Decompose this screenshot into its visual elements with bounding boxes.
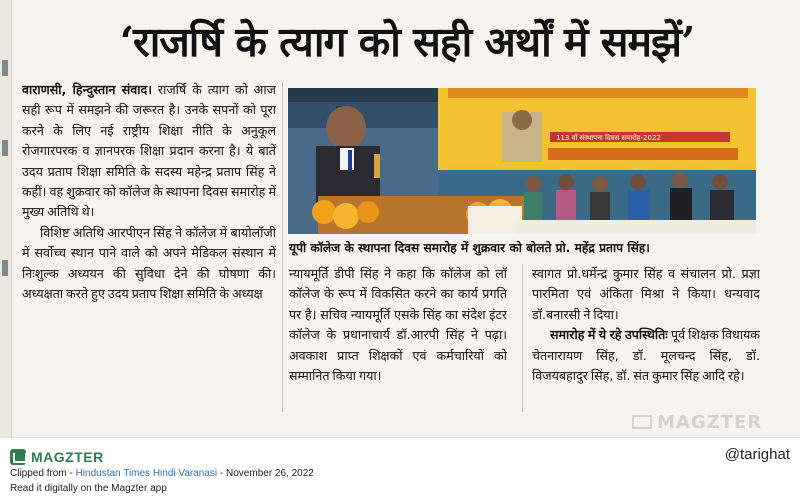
- clipping-left-edge: [0, 0, 12, 437]
- dateline: वाराणसी, हिन्दुस्तान संवाद।: [22, 82, 153, 97]
- paragraph-text: पूर्व शिक्षक विधायक चेतनारायण सिंह, डॉ. मूलचन्द सिंह, डॉ. विजयबहादुर सिंह, डॉ. संत कुमार सिंह आदि रहे।: [532, 327, 760, 384]
- column-divider: [282, 82, 283, 412]
- article-column-1: [22, 80, 276, 412]
- subheading: समारोह में ये रहे उपस्थितिः: [550, 327, 668, 343]
- article-column-3: [532, 264, 760, 414]
- article-headline: ‘राजर्षि के त्याग को सही अर्थों में समझें’: [119, 18, 695, 66]
- magzter-brand-link[interactable]: [10, 447, 104, 467]
- event-photo-illustration: [288, 88, 756, 234]
- banner-text: 113 वाँ संस्थापना दिवस समारोह-2022: [556, 134, 661, 142]
- article-column-2: [289, 264, 507, 414]
- magzter-logo-icon: [10, 449, 26, 465]
- read-digitally-text: Read it digitally on the Magzter app: [10, 483, 167, 494]
- paragraph-text: न्यायमूर्ति डीपी सिंह ने कहा कि कॉलेज को लॉ कॉलेज के रूप में विकसित करने का कार्य प्रगति पर है। सचिव न्यायमूर्ति एसके सिंह का संदेश इंटर कॉलेज के प्रधानाचार्य डॉ.आरपी सिंह ने पढ़ा। अवकाश प्राप्त शिक्षकों एवं कर्मचारियों को सम्मानित किया गया।: [289, 266, 507, 384]
- magzter-watermark: MAGZTER: [632, 412, 792, 432]
- paragraph-text: राजर्षि के त्याग को आज सही रूप में समझने की जरूरत है। उनके सपनों को पूरा करने के लिए नई राष्ट्रीय शिक्षा नीति के अनुकूल रोजगारपरक व ज्ञानपरक शिक्षा प्रदान करना है। ये बातें उदय प्रताप शिक्षा समिति के सदस्य महेन्द्र प्रताप सिंह ने कहीं। वह शुक्रवार को कॉलेज के स्थापना दिवस समारोह में मुख्य अतिथि थे।: [22, 82, 276, 220]
- photo-caption: यूपी कॉलेज के स्थापना दिवस समारोह में शुक्रवार को बोलते प्रो. महेंद्र प्रताप सिंह।: [289, 241, 650, 255]
- clip-date: - November 26, 2022: [217, 468, 314, 479]
- publication-link[interactable]: Hindustan Times Hindi Varanasi: [75, 468, 218, 479]
- paragraph-text: स्वागत प्रो.धर्मेन्द्र कुमार सिंह व संचालन प्रो. प्रज्ञा पारमिता एवं अंकिता मिश्रा ने किया। धन्यवाद डॉ.बनारसी ने दिया।: [532, 266, 760, 322]
- paragraph-text: विशिष्ट अतिथि आरपीएन सिंह ने कॉलेज में बायोलॉजी में सर्वोच्च स्थान पाने वाले को अपने मेडिकल संस्थान में निःशुल्क अध्ययन की सुविधा देने की घोषणा की। अध्यक्षता करते हुए उदय प्रताप शिक्षा समिति के अध्यक्ष: [22, 224, 276, 302]
- user-handle[interactable]: @tarighat: [724, 446, 790, 463]
- clipped-from-label: Clipped from -: [10, 468, 76, 479]
- clip-footer: [0, 437, 800, 500]
- article-photo: [288, 88, 756, 234]
- clipped-from-line: [10, 468, 314, 479]
- brand-name: MAGZTER: [31, 449, 104, 465]
- column-divider: [522, 264, 523, 412]
